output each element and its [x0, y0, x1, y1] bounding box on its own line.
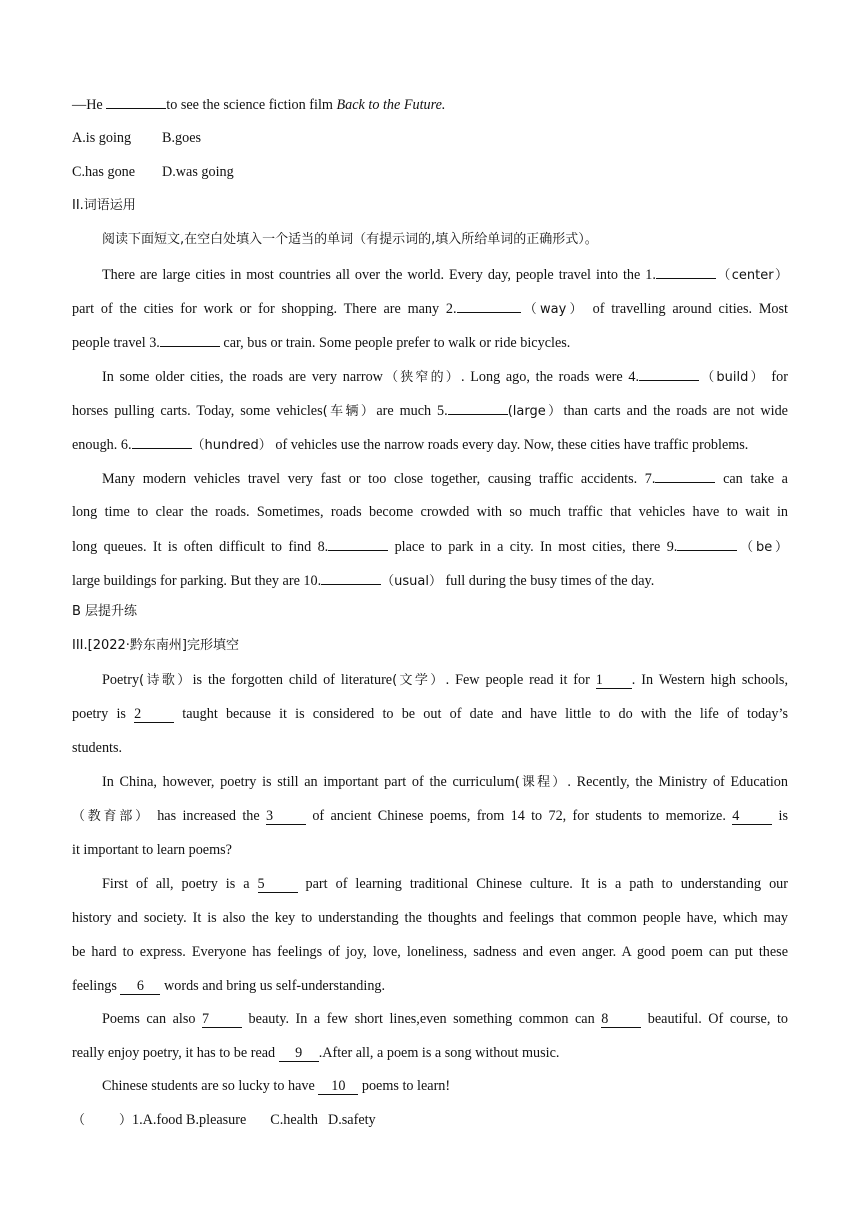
blank-number: 6: [120, 978, 160, 995]
answer-blank: [639, 366, 699, 381]
answer-blank: [321, 570, 381, 585]
paragraph-line: There are large cities in most countries all over the world. Every day, people travel into the 1. （center）: [102, 264, 788, 286]
blank-number: 7: [202, 1011, 242, 1028]
option-b: B.goes: [162, 130, 202, 146]
blank-number: 4: [732, 808, 772, 825]
paragraph-line: really enjoy poetry, it has to be read 9 .After all, a poem is a song without music.: [72, 1045, 560, 1061]
paragraph-line: Poetry(诗歌）is the forgotten child of literature(文学）. Few people read it for 1 . In Western high schools,: [102, 672, 788, 688]
answer-blank: [457, 298, 521, 313]
section-heading: B 层提升练: [72, 604, 138, 619]
blank-number: 1: [596, 672, 632, 689]
paragraph-line: feelings 6 words and bring us self-understanding.: [72, 978, 386, 994]
paragraph-line: long time to clear the roads. Sometimes, roads become crowded with so much traffic that vehicles have to wait in: [72, 504, 788, 520]
question-1: （ ）1.A.food B.pleasure C.health D.safety: [72, 1112, 376, 1128]
paragraph-line: Chinese students are so lucky to have 10 poems to learn!: [102, 1078, 451, 1094]
option-c: C.has gone: [72, 164, 136, 180]
answer-blank: [132, 434, 192, 449]
answer-blank: [655, 468, 715, 483]
paragraph-line: First of all, poetry is a 5 part of learning traditional Chinese culture. It is a path to understanding our: [102, 876, 788, 892]
paragraph-line: enough. 6. （hundred） of vehicles use the narrow roads every day. Now, these cities have traffic problems.: [72, 434, 788, 456]
options-row-1: [72, 128, 788, 148]
option-a: A.is going: [72, 130, 132, 146]
paragraph-line: In some older cities, the roads are very narrow（狭窄的）. Long ago, the roads were 4. （build） for: [102, 366, 788, 388]
paragraph-line: people travel 3. car, bus or train. Some people prefer to walk or ride bicycles.: [72, 332, 788, 353]
section-instruction: 阅读下面短文,在空白处填入一个适当的单词（有提示词的,填入所给单词的正确形式）。: [102, 232, 598, 247]
paragraph-line: poetry is 2 taught because it is considered to be out of date and have little to do with the life of today’s: [72, 706, 788, 722]
blank-number: 2: [134, 706, 174, 723]
paragraph-line: large buildings for parking. But they are 10. （usual） full during the busy times of the day.: [72, 570, 788, 592]
paragraph-line: be hard to express. Everyone has feelings of joy, love, loneliness, sadness and even anger. A good poem can put these: [72, 944, 788, 960]
paragraph-line: students.: [72, 740, 123, 756]
answer-blank: [106, 94, 166, 109]
blank-number: 8: [601, 1011, 641, 1028]
answer-blank: [448, 400, 508, 415]
answer-blank: [677, 536, 737, 551]
blank-number: 3: [266, 808, 306, 825]
paragraph-line: horses pulling carts. Today, some vehicles(车辆）are much 5. (large）than carts and the roads are not wide: [72, 400, 788, 422]
paragraph-line: it important to learn poems?: [72, 842, 232, 858]
paragraph-line: part of the cities for work or for shopping. There are many 2. （way） of travelling around cities. Most: [72, 298, 788, 320]
option-d: D.was going: [162, 164, 234, 180]
paragraph-line: In China, however, poetry is still an important part of the curriculum(课程）. Recently, the Ministry of Education: [102, 774, 788, 790]
options-row-2: [72, 162, 788, 182]
paragraph-line: Many modern vehicles travel very fast or too close together, causing traffic accidents. 7. can take a: [102, 468, 788, 489]
section-heading: II.词语运用: [72, 198, 136, 213]
answer-blank: [656, 264, 716, 279]
section-heading: III.[2022·黔东南州]完形填空: [72, 638, 239, 653]
question-stem: —He to see the science fiction film Back to the Future.: [72, 94, 788, 115]
blank-number: 9: [279, 1045, 319, 1062]
paragraph-line: history and society. It is also the key to understanding the thoughts and feelings that common people have, which may: [72, 910, 788, 926]
blank-number: 10: [318, 1078, 358, 1095]
answer-blank: [160, 332, 220, 347]
paragraph-line: long queues. It is often difficult to find 8. place to park in a city. In most cities, there 9. （be）: [72, 536, 788, 558]
paragraph-line: Poems can also 7 beauty. In a few short lines,even something common can 8 beautiful. Of course, to: [102, 1011, 788, 1027]
blank-number: 5: [258, 876, 298, 893]
film-title: Back to the Future.: [336, 97, 446, 113]
answer-blank: [328, 536, 388, 551]
paragraph-line: （教育部） has increased the 3 of ancient Chinese poems, from 14 to 72, for students to memorize. 4 is: [72, 808, 788, 824]
